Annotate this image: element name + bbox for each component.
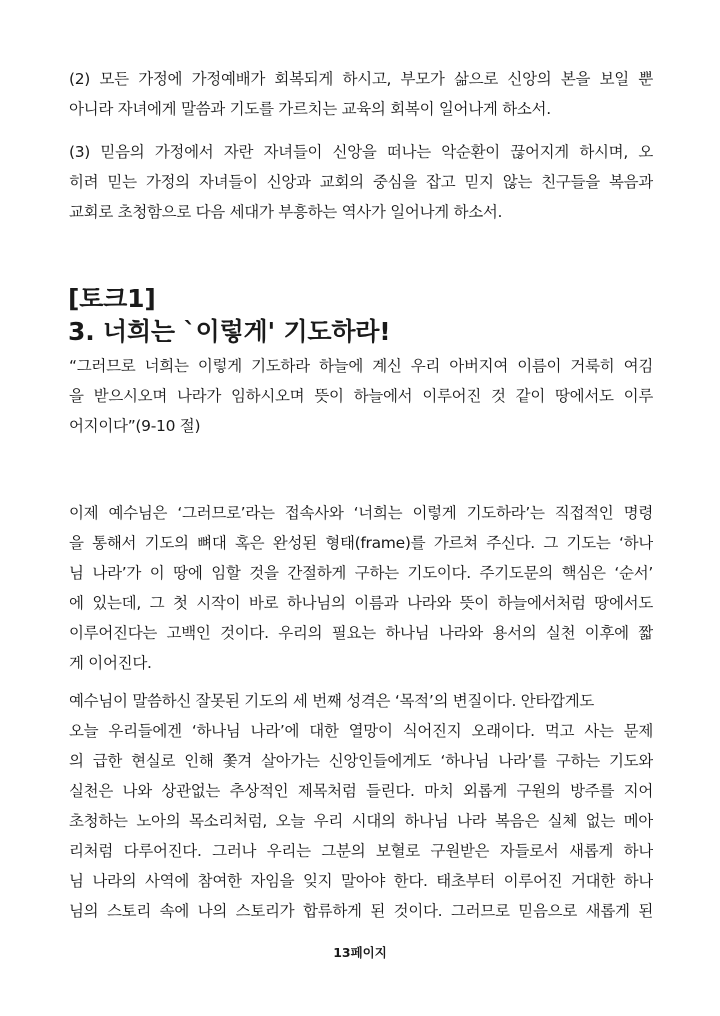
- prayer-item-2-line-1: (2) 모든 가정에 가정예배가 회복되게 하시고, 부모가 삶으로 신앙의 본을 보일 뿐: [69, 70, 653, 88]
- prayer-item-3-line-3: 교회로 초청함으로 다음 세대가 부흥하는 역사가 일어나게 하소서.: [69, 203, 503, 221]
- page-number: 13페이지: [333, 945, 387, 960]
- para1-line-2: 을 통해서 기도의 뼈대 혹은 완성된 형태(frame)를 가르쳐 주신다. 그 기도는 ‘하나: [69, 534, 653, 552]
- para2-line-6: 리처럼 다루어진다. 그러나 우리는 그분의 보혈로 구원받은 자들로서 새롭게 하나: [69, 842, 653, 860]
- prayer-item-3-line-2: 히려 믿는 가정의 자녀들이 신앙과 교회의 중심을 잡고 믿지 않는 친구들을 복음과: [69, 173, 653, 191]
- para2-line-4: 실천은 나와 상관없는 추상적인 제목처럼 들린다. 마치 외롭게 구원의 방주를 지어: [69, 782, 653, 800]
- para2-line-5: 초청하는 노아의 목소리처럼, 오늘 우리 시대의 하나님 나라 복음은 실체 없는 메아: [69, 812, 653, 830]
- para2-line-3: 의 급한 현실로 인해 쫓겨 살아가는 신앙인들에게도 ‘하나님 나라’를 구하는 기도와: [69, 752, 653, 770]
- prayer-item-2-line-2: 아니라 자녀에게 말씀과 기도를 가르치는 교육의 회복이 일어나게 하소서.: [69, 100, 551, 118]
- section-title: 3. 너희는 `이렇게' 기도하라!: [68, 317, 391, 346]
- para2-line-1: 예수님이 말씀하신 잘못된 기도의 세 번째 성격은 ‘목적’의 변질이다. 안타깝게도: [69, 692, 595, 710]
- para1-line-3: 님 나라’가 이 땅에 임할 것을 간절하게 구하는 기도이다. 주기도문의 핵심은 ‘순서’: [69, 564, 653, 582]
- quote-line-2: 을 받으시오며 나라가 임하시오며 뜻이 하늘에서 이루어진 것 같이 땅에서도 이루: [69, 387, 653, 405]
- section-label: [토크1]: [68, 284, 156, 313]
- para1-line-5: 이루어진다는 고백인 것이다. 우리의 필요는 하나님 나라와 용서의 실천 이후에 짧: [69, 624, 653, 642]
- quote-line-3: 어지이다”(9-10 절): [69, 417, 201, 435]
- para2-line-2: 오늘 우리들에겐 ‘하나님 나라’에 대한 열망이 식어진지 오래이다. 먹고 사는 문제: [69, 722, 653, 740]
- quote-line-1: “그러므로 너희는 이렇게 기도하라 하늘에 계신 우리 아버지여 이름이 거룩히 여김: [69, 357, 653, 375]
- para1-line-4: 에 있는데, 그 첫 시작이 바로 하나님의 이름과 나라와 뜻이 하늘에서처럼 땅에서도: [69, 594, 653, 612]
- para2-line-7: 님 나라의 사역에 참여한 자임을 잊지 말아야 한다. 태초부터 이루어진 거대한 하나: [69, 872, 653, 890]
- para2-line-8: 님의 스토리 속에 나의 스토리가 합류하게 된 것이다. 그러므로 믿음으로 새롭게 된: [69, 902, 653, 920]
- para1-line-6: 게 이어진다.: [69, 654, 152, 672]
- para1-line-1: 이제 예수님은 ‘그러므로’라는 접속사와 ‘너희는 이렇게 기도하라’는 직접적인 명령: [69, 504, 653, 522]
- prayer-item-3-line-1: (3) 믿음의 가정에서 자란 자녀들이 신앙을 떠나는 악순환이 끊어지게 하시며, 오: [69, 143, 653, 161]
